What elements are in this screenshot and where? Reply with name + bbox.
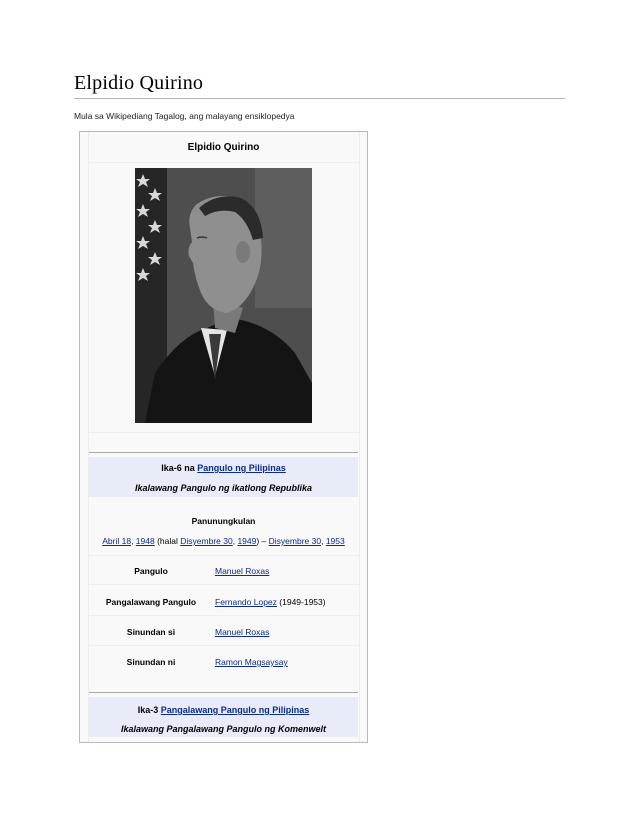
- row-label: Sinundan si: [126, 627, 176, 637]
- office-link[interactable]: Pangulo ng Pilipinas: [197, 463, 286, 473]
- office-prefix: Ika-6 na: [161, 463, 195, 473]
- vice-president-link[interactable]: Fernando Lopez: [215, 597, 277, 607]
- row-value: [215, 627, 269, 637]
- succeeded-by-link[interactable]: Ramon Magsaysay: [215, 657, 288, 667]
- section-divider: [89, 692, 358, 693]
- infobox-guide: [88, 615, 359, 616]
- office-title: [89, 463, 358, 473]
- halal-day-link[interactable]: Disyembre 30: [180, 536, 233, 546]
- term-header: Panunungkulan: [191, 516, 256, 526]
- infobox-guide: [359, 132, 360, 742]
- infobox-guide: [88, 645, 359, 646]
- president-link[interactable]: Manuel Roxas: [215, 566, 270, 576]
- halal-prefix: (halal: [157, 536, 178, 546]
- row-label: Pangalawang Pangulo: [105, 597, 197, 607]
- infobox-name: Elpidio Quirino: [187, 142, 260, 153]
- row-label: Sinundan ni: [126, 657, 176, 667]
- infobox-guide: [88, 162, 359, 163]
- halal-suffix: ) –: [256, 536, 267, 546]
- infobox-guide: [88, 584, 359, 585]
- halal-year-link[interactable]: 1949: [237, 536, 257, 546]
- row-extra: (1949-1953): [276, 597, 326, 607]
- term-dates: Abril 18, 1948 (halal Disyembre 30, 1949) – Disyembre 30, 1953: [102, 536, 345, 546]
- portrait-photo: [135, 168, 312, 423]
- title-divider: [74, 98, 565, 99]
- row-value: [215, 597, 326, 607]
- infobox-guide: [88, 555, 359, 556]
- row-value: [215, 566, 269, 576]
- infobox-guide: [88, 132, 89, 742]
- preceded-by-link[interactable]: Manuel Roxas: [215, 627, 270, 637]
- row-label: Pangulo: [134, 566, 168, 576]
- page-title: Elpidio Quirino: [74, 72, 204, 94]
- row-value: [215, 657, 288, 667]
- section-divider: [89, 452, 358, 453]
- office-band: [89, 457, 358, 497]
- office-title: [89, 705, 358, 715]
- office-link[interactable]: Pangalawang Pangulo ng Pilipinas: [160, 705, 310, 715]
- infobox-guide: [88, 432, 359, 433]
- term-end-day-link[interactable]: Disyembre 30: [268, 536, 322, 546]
- office-band: [89, 697, 358, 737]
- page-subtitle: Mula sa Wikipediang Tagalog, ang malayang ensiklopedya: [74, 111, 295, 121]
- infobox: [79, 131, 368, 743]
- office-prefix: Ika-3: [137, 705, 159, 715]
- office-subtitle: Ikalawang Pangulo ng ikatlong Republika: [134, 483, 313, 493]
- term-start-year-link[interactable]: 1948: [135, 536, 155, 546]
- office-subtitle: Ikalawang Pangalawang Pangulo ng Komenwelt: [120, 724, 327, 734]
- term-start-day-link[interactable]: Abril 18: [102, 536, 132, 546]
- term-end-year-link[interactable]: 1953: [325, 536, 345, 546]
